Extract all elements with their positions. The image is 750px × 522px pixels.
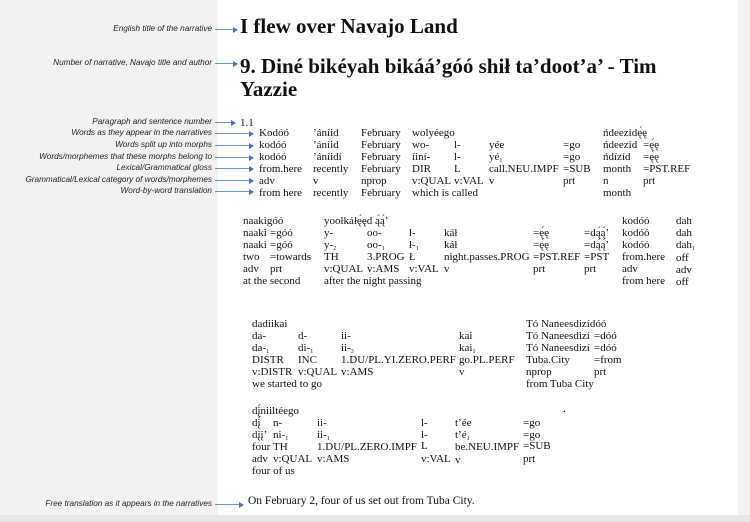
morph: kodóó xyxy=(622,227,650,239)
gloss: February xyxy=(361,163,401,175)
morph: Tó Naneesdizí xyxy=(526,330,590,342)
morph: =dóó xyxy=(594,330,617,342)
translation: which is called xyxy=(412,187,478,199)
annotation-english-title: English title of the narrative xyxy=(113,24,212,33)
morph: da- xyxy=(252,330,267,342)
annotation-morphemes: Words/morphemes that these morphs belong to xyxy=(39,152,212,161)
category: v:QUAL xyxy=(298,366,338,378)
category: prt xyxy=(270,263,283,275)
gloss: =PST xyxy=(584,251,610,263)
gloss: Ł xyxy=(409,251,416,263)
gloss: =PST.REF xyxy=(533,251,581,263)
arrow-icon xyxy=(215,180,253,181)
morph: =go xyxy=(523,417,541,429)
annotation-para-sentence: Paragraph and sentence number xyxy=(92,117,212,126)
annotation-wbw: Word-by-word translation xyxy=(120,186,212,195)
category: prt xyxy=(584,263,597,275)
arrow-icon xyxy=(215,504,243,505)
word: ’áníid xyxy=(313,127,339,139)
morpheme: =ę́ę xyxy=(643,151,659,163)
morph: wo- xyxy=(412,139,430,151)
gloss: =SUB xyxy=(563,163,591,175)
arrow-icon xyxy=(215,63,237,64)
morpheme: ńdízíd xyxy=(603,151,631,163)
translation: from here xyxy=(622,275,666,287)
morpheme: $y-_2$ xyxy=(324,239,337,252)
morpheme: $oo-_1$ xyxy=(367,239,385,252)
arrow-icon xyxy=(215,191,253,192)
category: adv xyxy=(252,453,268,465)
gloss: off xyxy=(676,252,689,264)
gloss: L xyxy=(454,163,461,175)
morpheme: ’áníidí xyxy=(313,151,342,163)
category: v xyxy=(313,175,319,187)
category: adv xyxy=(243,263,259,275)
morpheme: dah$_1$ xyxy=(676,239,695,252)
morph: naaki xyxy=(243,227,267,239)
morpheme: naaki xyxy=(243,239,267,251)
category: v:VAL xyxy=(421,453,451,465)
morpheme: kai$_1$ xyxy=(459,342,476,355)
morpheme: $ni-_1$ xyxy=(273,429,289,442)
category: adv xyxy=(622,263,638,275)
morpheme: $da-_1$ xyxy=(252,342,270,355)
gloss: Tuba.City xyxy=(526,354,570,366)
annotation-number-title-author: Number of narrative, Navajo title and author xyxy=(53,58,212,67)
arrow-icon xyxy=(215,29,237,30)
category: v xyxy=(459,366,465,378)
translation: we started to go xyxy=(252,378,322,390)
word: yoołkáłę́ęd ą́ą́’ xyxy=(324,215,389,227)
category: adv xyxy=(676,264,692,276)
category: v:AMS xyxy=(317,453,350,465)
morph: l- xyxy=(454,139,461,151)
category: v:QUAL xyxy=(412,175,452,187)
sentence-period: . xyxy=(563,403,566,415)
morpheme: $ii-_3$ xyxy=(341,342,354,355)
annotation-free-translation: Free translation as it appears in the narratives xyxy=(45,499,212,508)
morpheme: kodóó xyxy=(622,239,650,251)
gloss: from.here xyxy=(622,251,666,263)
word: wolyéego xyxy=(412,127,455,139)
english-title: I flew over Navajo Land xyxy=(240,14,458,38)
annotation-words-as-appear: Words as they appear in the narratives xyxy=(71,128,212,137)
morpheme: íiní- xyxy=(412,151,431,163)
bottom-scroll-band xyxy=(0,515,750,522)
morph: ii- xyxy=(317,417,327,429)
gloss: call.NEU.IMPF xyxy=(489,163,559,175)
word: dį́niiltéego xyxy=(252,405,300,417)
annotation-gloss: Lexical/Grammatical gloss xyxy=(116,163,212,172)
category: v xyxy=(444,263,450,275)
morph: =ę́ę xyxy=(533,227,549,239)
gloss: from.here xyxy=(259,163,303,175)
gloss: L xyxy=(421,440,428,452)
translation: four of us xyxy=(252,465,295,477)
category: v:DISTR xyxy=(252,366,293,378)
translation: from here xyxy=(259,187,303,199)
morph: l- xyxy=(421,417,428,429)
morph: kai xyxy=(459,330,473,342)
translation: February xyxy=(361,187,401,199)
morph: y- xyxy=(324,227,334,239)
translation: after the night passing xyxy=(324,275,422,287)
morph: =ę́ę xyxy=(643,139,659,151)
morpheme: =go xyxy=(563,151,581,163)
morpheme: =góó xyxy=(270,239,293,251)
category: adv xyxy=(259,175,275,187)
word: dah xyxy=(676,215,692,227)
category: nprop xyxy=(526,366,552,378)
category: v:VAL xyxy=(409,263,439,275)
translation: off xyxy=(676,276,689,288)
morph: ’áníid xyxy=(313,139,339,151)
sentence-number: 1.1 xyxy=(240,117,254,129)
word: naakigóó xyxy=(243,215,284,227)
morph: oo- xyxy=(367,227,382,239)
category: n xyxy=(603,175,609,187)
gloss: =from xyxy=(594,354,622,366)
category: prt xyxy=(563,175,576,187)
morph: dah xyxy=(676,227,692,239)
category: v:VAL xyxy=(454,175,484,187)
translation: recently xyxy=(313,187,349,199)
word: dadiikai xyxy=(252,318,288,330)
morpheme: l- xyxy=(421,429,428,441)
arrow-icon xyxy=(215,122,235,123)
arrow-icon xyxy=(215,133,253,134)
translation: at the second xyxy=(243,275,301,287)
category: v:QUAL xyxy=(324,263,364,275)
gloss: DISTR xyxy=(252,354,284,366)
morph: d- xyxy=(298,330,308,342)
morpheme: February xyxy=(361,151,401,163)
morpheme: $di-_1$ xyxy=(298,342,314,355)
morpheme: =dą́ą́’ xyxy=(584,239,610,251)
word: kodóó xyxy=(622,215,650,227)
gloss: DIR xyxy=(412,163,431,175)
morph: =góó xyxy=(270,227,293,239)
word: Tó Naneesdizídóó xyxy=(526,318,607,330)
translation: month xyxy=(603,187,632,199)
gloss: 3.PROG xyxy=(367,251,405,263)
category: prt xyxy=(594,366,607,378)
morph: =go xyxy=(563,139,581,151)
arrow-icon xyxy=(215,168,253,169)
morpheme: $yé_1$ xyxy=(489,151,503,164)
arrow-icon xyxy=(215,157,253,158)
gloss: be.NEU.IMPF xyxy=(455,441,520,453)
morpheme: $ii-_1$ xyxy=(317,429,330,442)
gloss: TH xyxy=(324,251,339,263)
category: v:AMS xyxy=(341,366,374,378)
word: Kodóó xyxy=(259,127,289,139)
word: ńdeezidę́ę xyxy=(603,127,647,139)
category: nprop xyxy=(361,175,387,187)
gloss: 1.DU/PL.YI.ZERO.PERF xyxy=(341,354,456,366)
morph: kodóó xyxy=(259,139,287,151)
morpheme: kodóó xyxy=(259,151,287,163)
morpheme: $ł-_1$ xyxy=(409,239,419,252)
gloss: =SUB xyxy=(523,440,551,452)
morph: t’ée xyxy=(455,417,472,429)
morpheme: =ę́ę xyxy=(533,239,549,251)
morph: ł- xyxy=(409,227,416,239)
morpheme: káł xyxy=(444,239,458,251)
morpheme: Tó Naneesdizí xyxy=(526,342,590,354)
gloss: go.PL.PERF xyxy=(459,354,515,366)
category: v:QUAL xyxy=(273,453,313,465)
morph: yée xyxy=(489,139,505,151)
gloss: month xyxy=(603,163,632,175)
annotation-words-split: Words split up into morphs xyxy=(115,140,212,149)
navajo-title-author: 9. Diné bikéyah bikáá’góó shił ta’doot’a’ - Tim Yazzie xyxy=(240,54,657,101)
gloss: recently xyxy=(313,163,349,175)
category: prt xyxy=(523,453,536,465)
category: v xyxy=(455,454,461,466)
morph: dį́ xyxy=(252,417,261,429)
morph: káł xyxy=(444,227,458,239)
gloss: INC xyxy=(298,354,317,366)
arrow-icon xyxy=(215,145,253,146)
translation: from Tuba City xyxy=(526,378,594,390)
morpheme: l- xyxy=(454,151,461,163)
category: v:AMS xyxy=(367,263,400,275)
gloss: night.passes.PROG xyxy=(444,251,530,263)
gloss: four xyxy=(252,441,271,453)
morph: n- xyxy=(273,417,283,429)
free-translation: On February 2, four of us set out from Tuba City. xyxy=(248,495,475,507)
gloss: =PST.REF xyxy=(643,163,691,175)
morph: ńdeezid xyxy=(603,139,638,151)
gloss: TH xyxy=(273,441,288,453)
gloss: two xyxy=(243,251,260,263)
morpheme: $t’é_1$ xyxy=(455,429,470,442)
word: February xyxy=(361,127,401,139)
morpheme: =dóó xyxy=(594,342,617,354)
morpheme: =go xyxy=(523,429,541,441)
category: v xyxy=(489,175,495,187)
category: prt xyxy=(533,263,546,275)
morpheme: dįį’ xyxy=(252,429,268,441)
morph: =dą́ą́’ xyxy=(584,227,610,239)
morph: February xyxy=(361,139,401,151)
category: prt xyxy=(643,175,656,187)
gloss: =towards xyxy=(270,251,312,263)
morph: ii- xyxy=(341,330,351,342)
annotation-category: Grammatical/Lexical category of words/morphemes xyxy=(25,175,212,184)
gloss: 1.DU/PL.ZERO.IMPF xyxy=(317,441,417,453)
